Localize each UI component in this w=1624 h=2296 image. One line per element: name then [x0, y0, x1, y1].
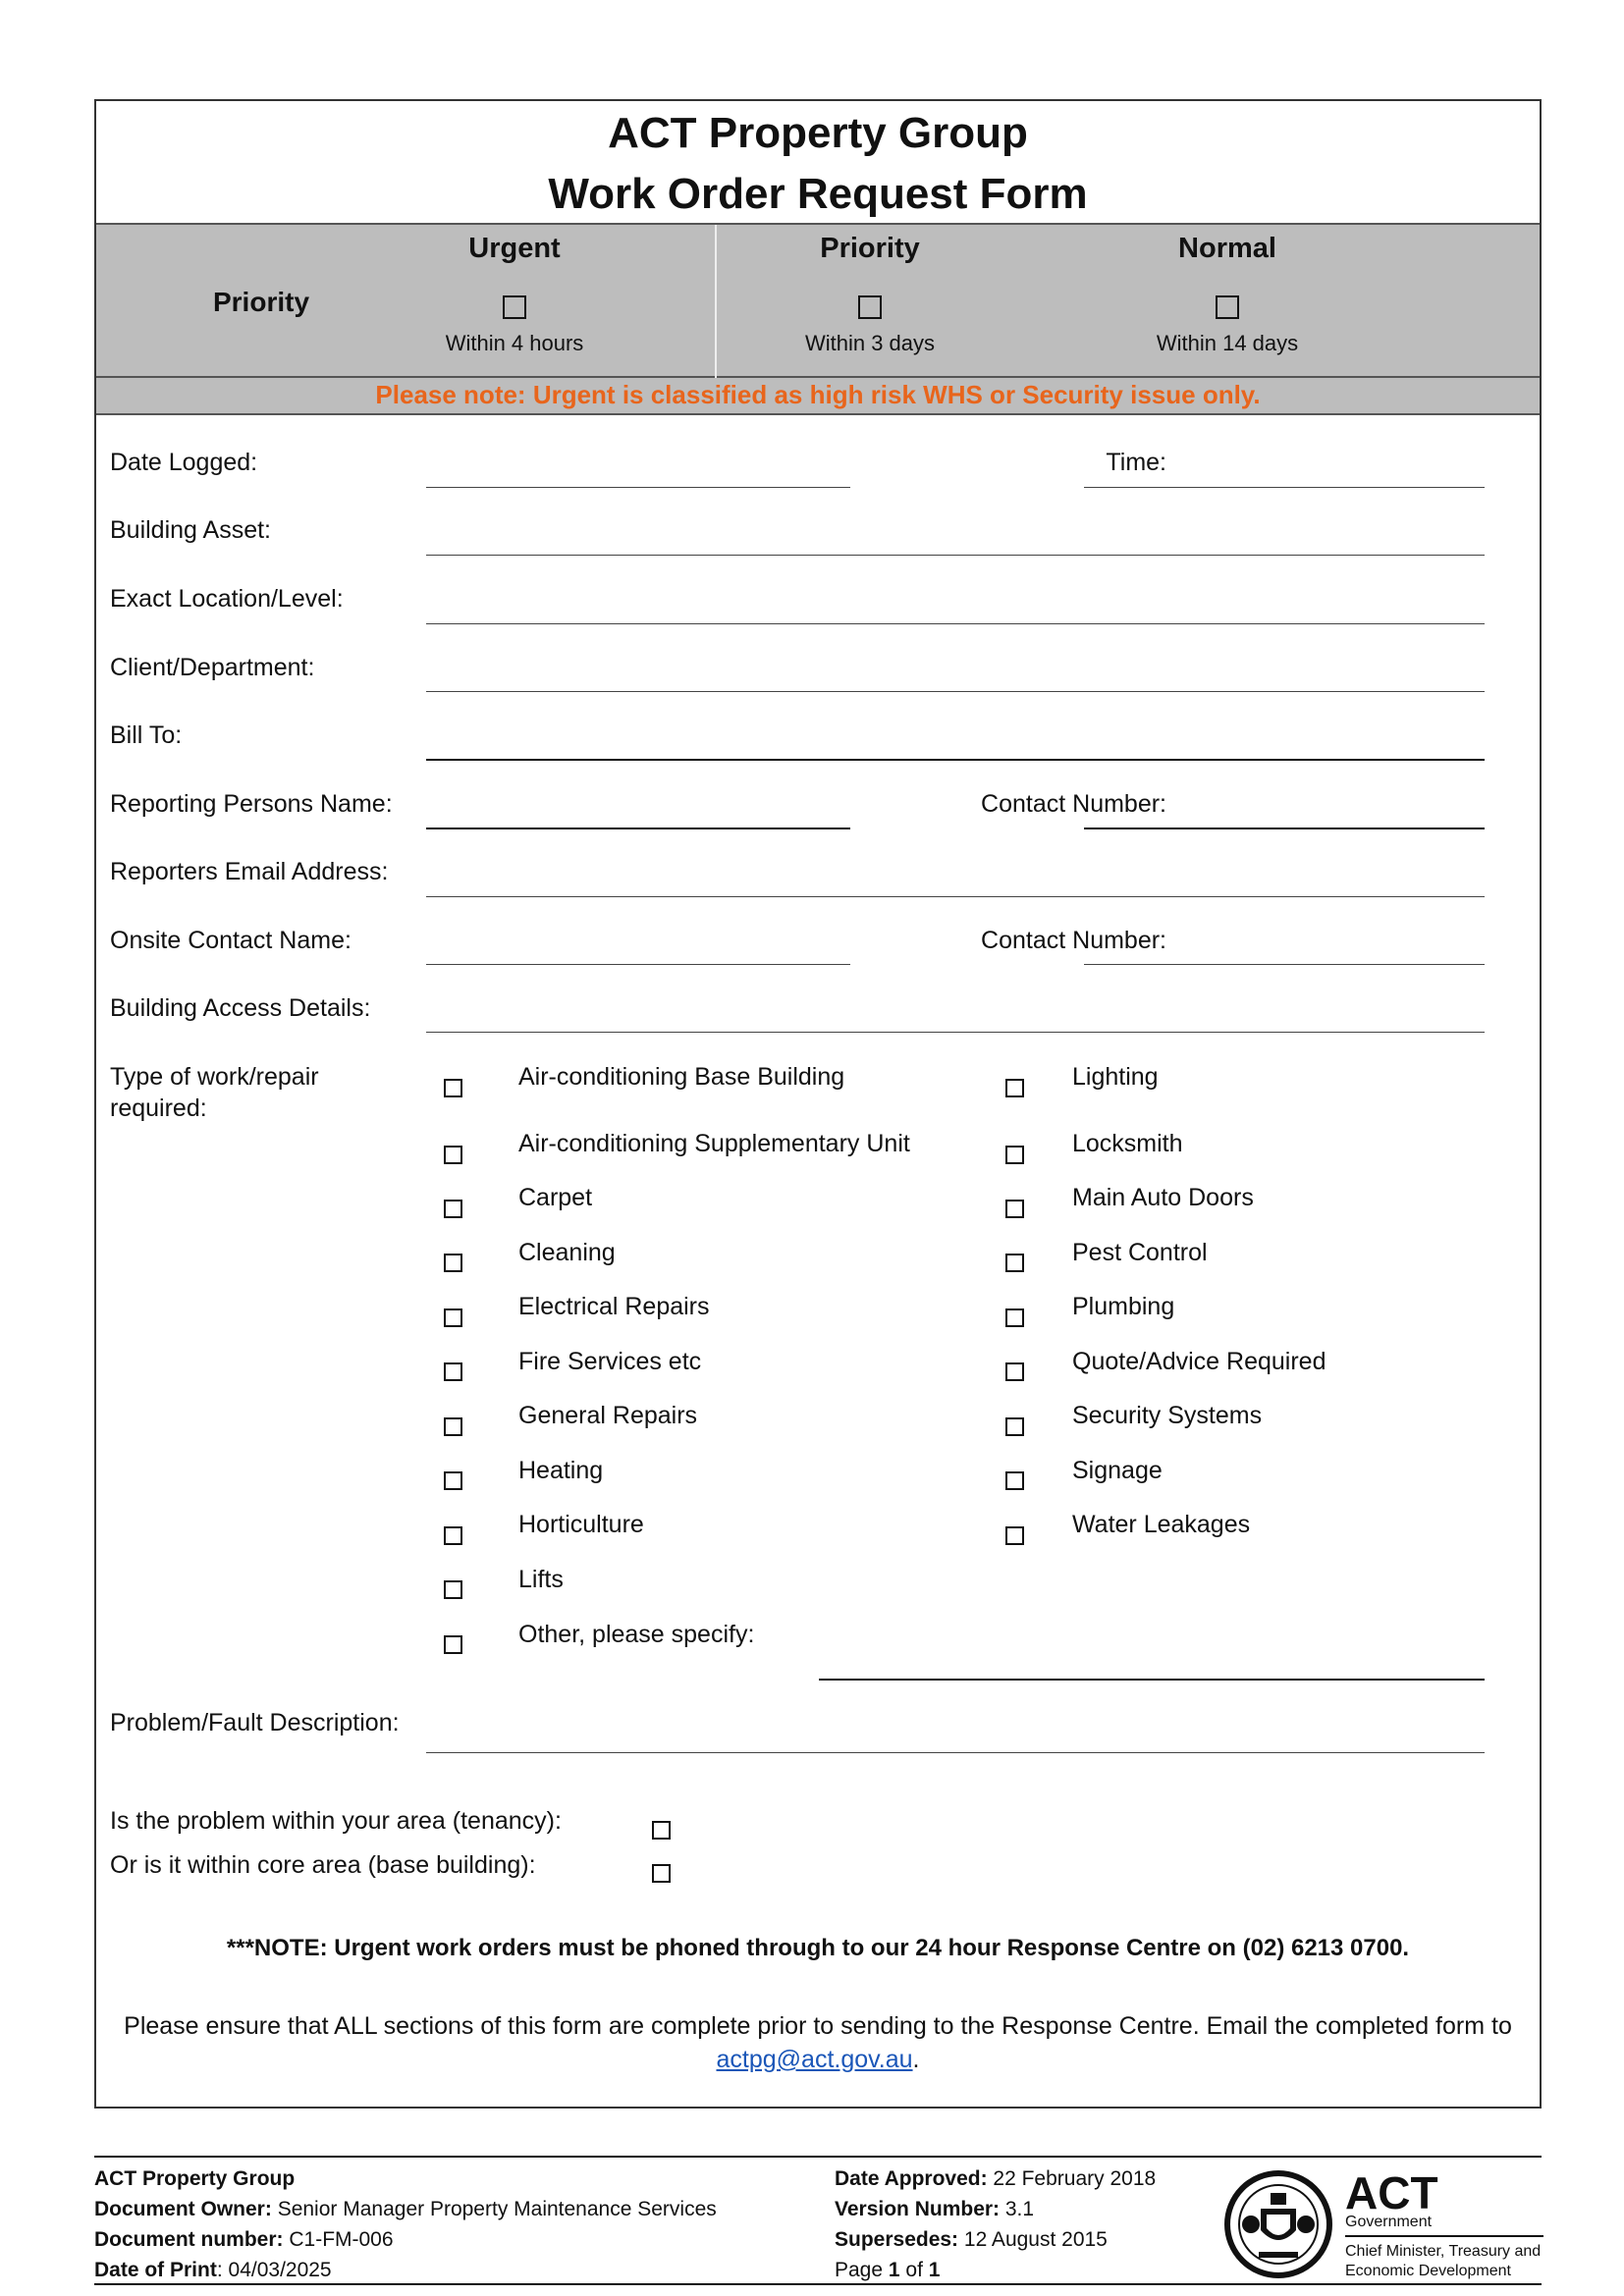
checkbox-lighting[interactable]	[1005, 1079, 1024, 1097]
footer-approved-label: Date Approved:	[835, 2167, 988, 2190]
work-order-form	[94, 99, 1542, 2109]
footer-print-value: : 04/03/2025	[216, 2259, 332, 2281]
checkbox-heating[interactable]	[444, 1471, 462, 1490]
work-quote-advice: Quote/Advice Required	[1072, 1348, 1326, 1375]
time-label: Time:	[1106, 449, 1166, 476]
checkbox-general-repairs[interactable]	[444, 1417, 462, 1436]
svg-text:Government: Government	[1345, 2214, 1433, 2230]
other-specify-field[interactable]	[819, 1679, 1485, 1681]
work-heating: Heating	[518, 1457, 604, 1484]
ensure-complete-note	[116, 2009, 1520, 2076]
problem-description-label: Problem/Fault Description:	[110, 1709, 400, 1736]
work-signage: Signage	[1072, 1457, 1163, 1484]
footer-supersedes-label: Supersedes:	[835, 2228, 959, 2251]
footer-owner-label: Document Owner:	[94, 2198, 272, 2220]
checkbox-pest-control[interactable]	[1005, 1254, 1024, 1272]
footer-supersedes	[835, 2224, 1156, 2255]
footer-org-name: ACT Property Group	[94, 2167, 296, 2190]
exact-location-field[interactable]	[426, 623, 1485, 624]
work-cleaning: Cleaning	[518, 1239, 616, 1266]
checkbox-aircon-base[interactable]	[444, 1079, 462, 1097]
normal-time: Within 14 days	[1156, 331, 1299, 355]
svg-text:Economic Development: Economic Development	[1345, 2263, 1511, 2279]
checkbox-signage[interactable]	[1005, 1471, 1024, 1490]
work-locksmith: Locksmith	[1072, 1130, 1183, 1157]
footer-org	[94, 2163, 717, 2194]
core-area-question: Or is it within core area (base building):	[110, 1851, 536, 1879]
footer-owner-value: Senior Manager Property Maintenance Services	[271, 2198, 717, 2220]
footer-approved-value: 22 February 2018	[987, 2167, 1157, 2190]
footer-docnum-value: C1-FM-006	[283, 2228, 394, 2251]
onsite-contact-number-field[interactable]	[1084, 964, 1485, 965]
priority-label: Priority	[212, 287, 310, 317]
checkbox-other[interactable]	[444, 1635, 462, 1654]
work-aircon-base: Air-conditioning Base Building	[518, 1063, 845, 1091]
footer-left	[94, 2163, 717, 2285]
bill-to-label: Bill To:	[110, 721, 183, 749]
contact-number-label: Contact Number:	[981, 790, 1166, 818]
contact-number-field[interactable]	[1084, 828, 1485, 829]
footer-print	[94, 2255, 717, 2285]
priority-option-priority	[678, 225, 1061, 378]
work-plumbing: Plumbing	[1072, 1293, 1175, 1320]
svg-text:Chief Minister, Treasury and: Chief Minister, Treasury and	[1345, 2243, 1542, 2260]
urgent-checkbox[interactable]	[503, 295, 526, 319]
work-lighting: Lighting	[1072, 1063, 1159, 1091]
reporting-person-field[interactable]	[426, 828, 850, 829]
footer-right	[835, 2163, 1156, 2285]
footer-page-current: 1	[888, 2259, 900, 2281]
onsite-contact-number-label: Contact Number:	[981, 927, 1166, 954]
email-link[interactable]: actpg@act.gov.au	[716, 2046, 913, 2073]
priority-option-urgent	[323, 225, 706, 378]
date-logged-field[interactable]	[426, 487, 850, 488]
priority-heading: Priority	[820, 233, 920, 264]
org-title: ACT Property Group	[608, 109, 1028, 157]
ensure-end: .	[912, 2046, 920, 2073]
footer-page	[835, 2255, 1156, 2285]
footer-docnum	[94, 2224, 717, 2255]
urgent-time: Within 4 hours	[445, 331, 584, 355]
checkbox-water-leakages[interactable]	[1005, 1526, 1024, 1545]
reporting-person-label: Reporting Persons Name:	[110, 790, 393, 818]
checkbox-main-auto-doors[interactable]	[1005, 1200, 1024, 1218]
checkbox-tenancy[interactable]	[652, 1821, 671, 1840]
work-other: Other, please specify:	[518, 1621, 755, 1648]
normal-checkbox[interactable]	[1216, 295, 1239, 319]
priority-checkbox[interactable]	[858, 295, 882, 319]
urgent-phone-note: ***NOTE: Urgent work orders must be phoned through to our 24 hour Response Centre on (02) 6213 0700.	[226, 1935, 1410, 1961]
work-type-label	[110, 1061, 319, 1124]
building-asset-field[interactable]	[426, 555, 1485, 556]
footer-version	[835, 2194, 1156, 2224]
checkbox-electrical[interactable]	[444, 1308, 462, 1327]
priority-time: Within 3 days	[804, 331, 936, 355]
footer-docnum-label: Document number:	[94, 2228, 284, 2251]
work-carpet: Carpet	[518, 1184, 593, 1211]
tenancy-question: Is the problem within your area (tenancy):	[110, 1807, 562, 1835]
checkbox-cleaning[interactable]	[444, 1254, 462, 1272]
checkbox-aircon-supplementary[interactable]	[444, 1146, 462, 1164]
client-department-field[interactable]	[426, 691, 1485, 692]
exact-location-label: Exact Location/Level:	[110, 585, 344, 613]
bill-to-field[interactable]	[426, 759, 1485, 761]
problem-description-field[interactable]	[426, 1752, 1485, 1753]
document-footer	[94, 2156, 1542, 2285]
footer-page-mid: of	[899, 2259, 929, 2281]
access-details-label: Building Access Details:	[110, 994, 371, 1022]
footer-page-total: 1	[928, 2259, 941, 2281]
checkbox-carpet[interactable]	[444, 1200, 462, 1218]
access-details-field[interactable]	[426, 1032, 1485, 1033]
work-aircon-supplementary: Air-conditioning Supplementary Unit	[518, 1130, 910, 1157]
checkbox-locksmith[interactable]	[1005, 1146, 1024, 1164]
building-asset-label: Building Asset:	[110, 516, 271, 544]
checkbox-quote-advice[interactable]	[1005, 1362, 1024, 1381]
reporter-email-label: Reporters Email Address:	[110, 858, 389, 885]
svg-text:ACT: ACT	[1345, 2167, 1438, 2218]
time-field[interactable]	[1084, 487, 1485, 488]
priority-band	[96, 223, 1540, 378]
date-logged-label: Date Logged:	[110, 449, 258, 476]
footer-page-prefix: Page	[835, 2259, 889, 2281]
work-type-label-line2: required:	[110, 1095, 207, 1122]
checkbox-core-area[interactable]	[652, 1864, 671, 1883]
checkbox-fire-services[interactable]	[444, 1362, 462, 1381]
work-fire-services: Fire Services etc	[518, 1348, 702, 1375]
work-security-systems: Security Systems	[1072, 1402, 1263, 1429]
reporter-email-field[interactable]	[426, 896, 1485, 897]
form-title: Work Order Request Form	[548, 170, 1088, 218]
checkbox-horticulture[interactable]	[444, 1526, 462, 1545]
work-horticulture: Horticulture	[518, 1511, 644, 1538]
act-government-crest-icon	[1221, 2165, 1545, 2281]
onsite-contact-label: Onsite Contact Name:	[110, 927, 352, 954]
footer-version-value: 3.1	[1000, 2198, 1035, 2220]
work-electrical: Electrical Repairs	[518, 1293, 710, 1320]
ensure-text: Please ensure that ALL sections of this form are complete prior to sending to the Response Centre. Email the completed form to	[124, 2012, 1512, 2040]
work-main-auto-doors: Main Auto Doors	[1072, 1184, 1254, 1211]
footer-supersedes-value: 12 August 2015	[958, 2228, 1108, 2251]
work-general-repairs: General Repairs	[518, 1402, 698, 1429]
work-type-label-line1: Type of work/repair	[110, 1063, 319, 1091]
work-lifts: Lifts	[518, 1566, 564, 1593]
normal-heading: Normal	[1178, 233, 1276, 264]
work-pest-control: Pest Control	[1072, 1239, 1208, 1266]
checkbox-security-systems[interactable]	[1005, 1417, 1024, 1436]
client-department-label: Client/Department:	[110, 654, 315, 681]
urgent-heading: Urgent	[468, 233, 561, 264]
priority-option-normal	[1036, 225, 1419, 378]
onsite-contact-field[interactable]	[426, 964, 850, 965]
footer-approved	[835, 2163, 1156, 2194]
checkbox-plumbing[interactable]	[1005, 1308, 1024, 1327]
work-water-leakages: Water Leakages	[1072, 1511, 1251, 1538]
urgent-classification-note: Please note: Urgent is classified as high risk WHS or Security issue only.	[96, 378, 1540, 415]
footer-version-label: Version Number:	[835, 2198, 1001, 2220]
footer-print-label: Date of Print	[94, 2259, 217, 2281]
checkbox-lifts[interactable]	[444, 1580, 462, 1599]
act-government-logo	[1221, 2165, 1545, 2281]
form-header	[96, 101, 1540, 223]
footer-owner	[94, 2194, 717, 2224]
